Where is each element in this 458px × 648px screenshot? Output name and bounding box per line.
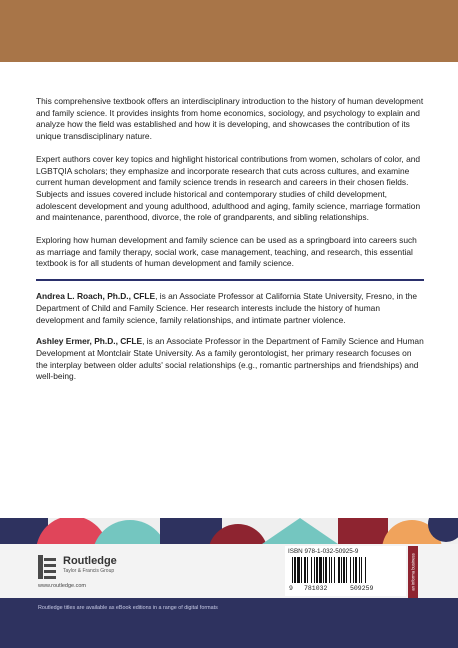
barcode-bar — [325, 557, 327, 583]
barcode-bar — [359, 557, 360, 583]
description-paragraph-2: Expert authors cover key topics and highlight historical contributions from women, scholars of color, and LGBTQIA scholars; they emphasize and incorporate research that cuts across cultures, and examine current human development and family science trends in research and careers in their chosen fields. Subjects and issues covered include historical and contemporary studies of child development, adolescent development and young adulthood, adulthood and aging, family science, marriage formation and maintenance, parenthood, divorce, the role of grandparents, and sibling relationships. — [36, 153, 421, 223]
barcode-bar — [365, 557, 366, 583]
author-bio-text: , is an Associate Professor at California State University, Fresno, in the Department of Child and Family Science. Her research interests include the history of human development and family science, family relationships, and intimate partner violence. — [36, 291, 418, 325]
isbn-label: ISBN 978-1-032-50925-9 — [288, 548, 359, 555]
author-name: Andrea L. Roach, Ph.D., CFLE — [36, 291, 156, 302]
barcode-bar — [341, 557, 342, 583]
barcode-bar — [346, 557, 347, 583]
description-paragraph-1: This comprehensive textbook offers an interdisciplinary introduction to the history of human development and family science. It provides insights from home economics, sociology, and psychology to explain and analyze how the field was established and how it is developing, and showcases the contribution of its unique transdisciplinary nature. — [36, 96, 424, 142]
barcode-digit-lead: 9 — [289, 585, 293, 592]
back-cover-text — [36, 96, 424, 393]
author-name: Ashley Ermer, Ph.D., CFLE — [36, 336, 143, 347]
author-bio-text: , is an Associate Professor in the Department of Family Science and Human Development at Montclair State University. As a family gerontologist, her primary research focuses on the interplay between older adults' social relationships (e.g., romantic partnerships and friendships) and well-being. — [36, 336, 424, 382]
informa-label: an informa business — [410, 553, 416, 591]
barcode-bar — [353, 557, 354, 583]
barcode-bar — [304, 557, 306, 583]
barcode-image — [290, 557, 400, 587]
author-bio-roach — [36, 291, 424, 326]
barcode-bar — [338, 557, 340, 583]
section-divider — [36, 279, 424, 281]
description-paragraph-3: Exploring how human development and family science can be used as a springboard into careers such as marriage and family therapy, social work, case management, teaching, and research, this essential textbook is for all students of human development and family science. — [36, 235, 417, 269]
barcode-bar — [323, 557, 324, 583]
barcode-bar — [297, 557, 300, 583]
top-color-band — [0, 0, 458, 62]
barcode-bar — [301, 557, 302, 583]
publisher-name: Routledge — [63, 555, 117, 567]
barcode-bar — [314, 557, 315, 583]
decorative-shapes — [0, 518, 458, 544]
barcode-digits-group-1: 781032 — [304, 585, 328, 592]
decorative-shape-strip — [0, 518, 458, 544]
barcode-bar — [292, 557, 293, 583]
barcode-bar — [316, 557, 318, 583]
barcode-bar — [319, 557, 322, 583]
author-bio-ermer — [36, 336, 424, 383]
barcode-bar — [350, 557, 351, 583]
barcode-bar — [329, 557, 330, 583]
ebook-availability-note: Routledge titles are available as eBook editions in a range of digital formats — [38, 605, 218, 611]
barcode-bar — [307, 557, 308, 583]
barcode-bar — [355, 557, 357, 583]
barcode-bar — [331, 557, 332, 583]
publisher-website[interactable]: www.routledge.com — [38, 583, 86, 589]
deco-shape — [338, 518, 388, 544]
barcode-bar — [311, 557, 312, 583]
publisher-tagline: Taylor & Francis Group — [63, 568, 115, 574]
barcode-bar — [294, 557, 296, 583]
routledge-logo-icon — [38, 555, 58, 579]
barcode-bar — [343, 557, 345, 583]
barcode-digits-group-2: 509259 — [350, 585, 374, 592]
barcode-bar — [334, 557, 335, 583]
barcode-bar — [361, 557, 362, 583]
